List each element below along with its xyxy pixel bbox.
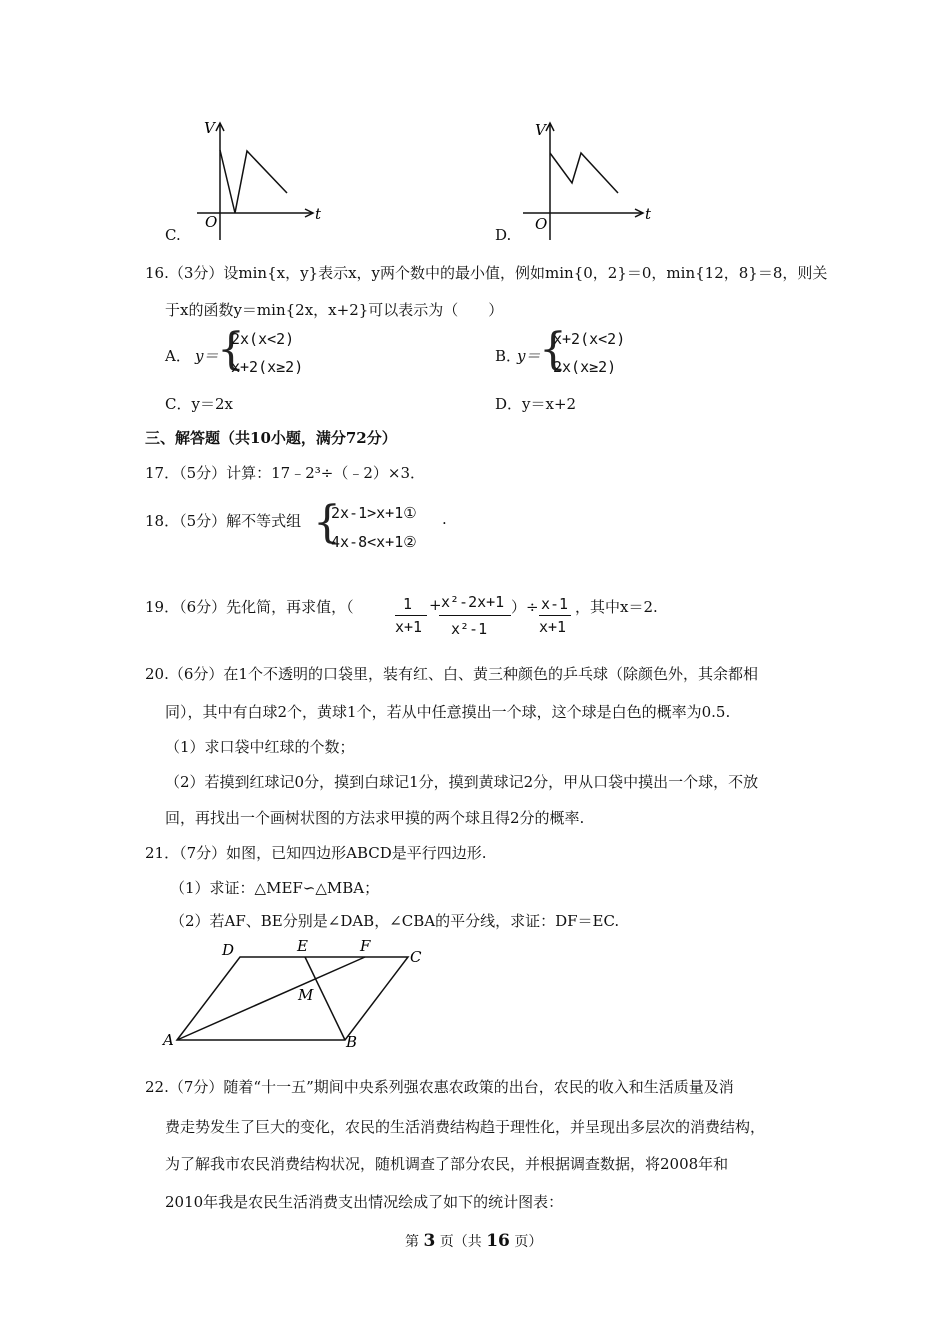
q18-row1: 2x-1>x+1① [331,504,417,522]
q20-line3: （1）求口袋中红球的个数； [165,738,355,756]
q16-option-a-label: A． [165,347,191,365]
q16-option-b-row1: x+2(x<2) [553,330,626,348]
q20-line5: 回，再找出一个画树状图的方法求甲摸的两个球且得2分的概率. [165,809,585,827]
graph-c-x-label: t [315,205,322,223]
label-m: M [298,986,314,1004]
q19-f2-bar [439,615,511,616]
footer-total-pages: 16 [486,1231,510,1251]
label-d: D [222,941,235,959]
graph-d-y-label: V [535,121,546,139]
q19-f2-den: x²-1 [451,620,488,638]
q19-f2-num: x²-2x+1 [441,593,505,611]
graph-c-origin-label: O [205,213,218,231]
q21-line1: 21．（7分）如图，已知四边形ABCD是平行四边形. [145,844,487,862]
q22-line1: 22.（7分）随着“十一五”期间中央系列强农惠农政策的出台，农民的收入和生活质量及消 [145,1078,734,1096]
q22-line2: 费走势发生了巨大的变化，农民的生活消费结构趋于理性化，并呈现出多层次的消费结构， [165,1118,766,1136]
label-a: A [163,1031,174,1049]
q16-line1: 16.（3分）设min{x，y}表示x，y两个数中的最小值，例如min{0，2}＝0，min{12，8}＝8，则关 [145,264,828,282]
q16-option-b-lhs: y＝ [517,347,541,365]
q18-brace: { [313,497,341,548]
q19-f1-num: 1 [403,595,413,613]
q20-line4: （2）若摸到红球记0分，摸到白球记1分，摸到黄球记2分，甲从口袋中摸出一个球，不放 [165,773,759,791]
q20-line2: 同），其中有白球2个，黄球1个，若从中任意摸出一个球，这个球是白色的概率为0.5. [165,703,731,721]
graph-c [185,115,345,245]
q16-line2: 于x的函数y＝min{2x，x+2}可以表示为（ ） [165,301,504,319]
footer-prefix: 第 [405,1234,424,1250]
graph-d-option-label: D. [495,226,512,244]
label-c: C [410,948,422,966]
q19-f1-bar [395,615,427,616]
q16-option-a-row1: 2x(x<2) [231,330,295,348]
q19-f1-den: x+1 [395,618,423,636]
q19-suffix: ，其中x＝2. [575,598,658,616]
q20-line1: 20.（6分）在1个不透明的口袋里，装有红、白、黄三种颜色的乒乓球（除颜色外，其余都相 [145,665,758,683]
q16-option-a-brace: { [217,324,245,375]
q19 [145,585,705,645]
q16-option-b-brace: { [539,324,567,375]
q22-line4: 2010年我是农民生活消费支出情况绘成了如下的统计图表： [165,1193,564,1211]
graph-c-y-label: V [204,119,215,137]
q19-f3-bar [539,615,571,616]
footer-mid: 页（共 [435,1234,487,1250]
footer-page-number: 3 [423,1231,436,1251]
q16-option-c: C．y＝2x [165,395,233,413]
q18-suffix: . [442,510,447,528]
graph-c-option-label: C. [165,226,181,244]
q18-row2: 4x-8<x+1② [331,533,417,551]
q16-option-b [495,324,695,382]
graph-c-curve [220,150,287,213]
graph-d-x-label: t [645,205,652,223]
q17: 17．（5分）计算：17﹣2³÷（﹣2）×3． [145,464,425,482]
q19-plus: + [429,596,442,614]
graph-d-curve [550,153,618,193]
q16-option-a [165,324,365,382]
q19-f3-num: x-1 [541,595,569,613]
q16-option-b-label: B． [495,347,522,365]
q21-line3: （2）若AF、BE分别是∠DAB，∠CBA的平分线，求证：DF＝EC. [170,912,620,930]
q21-parallelogram-figure [160,935,440,1050]
q16-option-a-row2: x+2(x≥2) [231,358,304,376]
graph-d [515,115,675,245]
q18 [145,497,465,560]
label-b: B [346,1033,358,1050]
label-f: F [360,937,371,955]
parallelogram-abcd [177,957,408,1040]
label-e: E [297,937,308,955]
segment-af [177,957,365,1040]
q18-prefix: 18．（5分）解不等式组 [145,512,302,530]
page-footer [405,1231,542,1251]
q19-mid: ）÷ [511,598,539,616]
q19-f3-den: x+1 [539,618,567,636]
q19-prefix: 19．（6分）先化简，再求值，（ [145,598,354,616]
footer-suffix: 页） [509,1234,543,1250]
section3-title: 三、解答题（共10小题，满分72分） [145,429,397,447]
graph-d-origin-label: O [535,215,548,233]
q16-option-b-row2: 2x(x≥2) [553,358,617,376]
q16-option-d: D．y＝x+2 [495,395,577,413]
q22-line3: 为了解我市农民消费结构状况，随机调查了部分农民，并根据调查数据，将2008年和 [165,1155,729,1173]
q16-option-a-lhs: y＝ [195,347,219,365]
q21-line2: （1）求证：△MEF∽△MBA； [170,879,380,897]
